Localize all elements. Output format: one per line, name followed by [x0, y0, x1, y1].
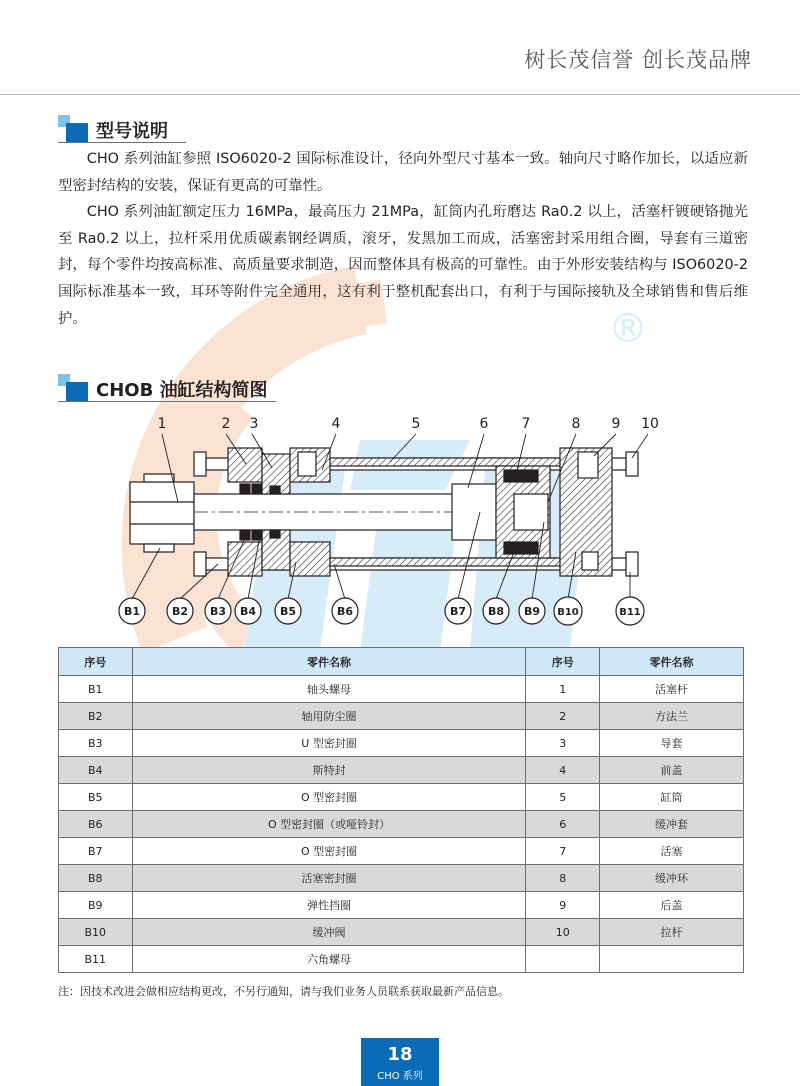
table-cell: 六角螺母: [132, 946, 526, 973]
table-cell: 后盖: [600, 892, 744, 919]
section-square-icon: [66, 382, 88, 402]
table-row: [59, 703, 744, 730]
callout-9: 9: [611, 416, 621, 432]
table-cell: O 型密封圈: [132, 838, 526, 865]
table-cell: 缓冲阀: [132, 919, 526, 946]
section-underline: [58, 142, 186, 143]
table-cell: 方法兰: [600, 703, 744, 730]
table-cell: 5: [526, 784, 600, 811]
table-cell: B3: [59, 730, 133, 757]
callout-b4: B4: [239, 605, 257, 618]
table-cell: O 型密封圈: [132, 784, 526, 811]
callout-b2: B2: [171, 605, 189, 618]
callout-8: 8: [571, 416, 581, 432]
table-cell: 活塞密封圈: [132, 865, 526, 892]
table-cell: 缸筒: [600, 784, 744, 811]
callout-b11: B11: [619, 607, 641, 618]
front-flange: [228, 448, 262, 482]
cylinder-diagram: [100, 412, 680, 642]
table-cell: 4: [526, 757, 600, 784]
table-cell: 2: [526, 703, 600, 730]
table-row: [59, 919, 744, 946]
table-cell: B10: [59, 919, 133, 946]
table-cell: B6: [59, 811, 133, 838]
callout-b7: B7: [449, 605, 467, 618]
table-cell: [526, 946, 600, 973]
callout-2: 2: [221, 416, 231, 432]
header-divider: [0, 94, 800, 95]
cylinder-tube: [330, 458, 560, 466]
column-header: 零件名称: [132, 648, 526, 676]
footnote: 注：因技术改进会做相应结构更改，不另行通知，请与我们业务人员联系获取最新产品信息。: [58, 985, 509, 998]
callout-4: 4: [331, 416, 341, 432]
table-row: [59, 811, 744, 838]
column-header: 序号: [526, 648, 600, 676]
table-cell: O 型密封圈（或哑铃封）: [132, 811, 526, 838]
table-cell: B4: [59, 757, 133, 784]
table-row: [59, 946, 744, 973]
callout-b10: B10: [557, 607, 579, 618]
callout-10: 10: [641, 416, 659, 432]
table-cell: 缓冲套: [600, 811, 744, 838]
table-cell: 轴头螺母: [132, 676, 526, 703]
table-cell: B5: [59, 784, 133, 811]
registered-mark: ®: [608, 306, 648, 352]
column-header: 序号: [59, 648, 133, 676]
table-row: [59, 730, 744, 757]
table-cell: U 型密封圈: [132, 730, 526, 757]
table-header-row: [59, 648, 744, 676]
table-cell: 前盖: [600, 757, 744, 784]
table-cell: 轴用防尘圈: [132, 703, 526, 730]
table-cell: 缓冲环: [600, 865, 744, 892]
table-row: [59, 865, 744, 892]
table-row: [59, 892, 744, 919]
table-cell: 活塞: [600, 838, 744, 865]
section-title: CHOB 油缸结构简图: [96, 380, 268, 401]
table-cell: 6: [526, 811, 600, 838]
table-row: [59, 838, 744, 865]
table-cell: 7: [526, 838, 600, 865]
series-label: CHO 系列: [377, 1071, 423, 1082]
table-cell: 活塞杆: [600, 676, 744, 703]
table-cell: B1: [59, 676, 133, 703]
table-cell: 10: [526, 919, 600, 946]
table-row: [59, 757, 744, 784]
parts-table: [58, 647, 744, 973]
table-cell: B11: [59, 946, 133, 973]
section-header-diagram: [58, 374, 288, 402]
callout-b6: B6: [336, 605, 354, 618]
section-title: 型号说明: [96, 121, 168, 142]
table-cell: B2: [59, 703, 133, 730]
callout-b3: B3: [209, 605, 227, 618]
callout-6: 6: [479, 416, 489, 432]
callout-b5: B5: [279, 605, 297, 618]
section-square-icon: [66, 123, 88, 143]
page-number-tab: [361, 1038, 439, 1086]
table-row: [59, 784, 744, 811]
table-cell: 9: [526, 892, 600, 919]
table-cell: B9: [59, 892, 133, 919]
table-cell: 8: [526, 865, 600, 892]
table-cell: 1: [526, 676, 600, 703]
callout-3: 3: [249, 416, 259, 432]
table-cell: 拉杆: [600, 919, 744, 946]
table-cell: 3: [526, 730, 600, 757]
header-slogan: 树长茂信誉 创长茂品牌: [524, 48, 752, 72]
callout-b9: B9: [523, 605, 541, 618]
table-cell: B8: [59, 865, 133, 892]
section-underline: [58, 401, 276, 402]
callout-7: 7: [521, 416, 531, 432]
table-cell: [600, 946, 744, 973]
cushion-ring: [514, 494, 548, 530]
cushion-sleeve: [452, 484, 496, 540]
table-cell: 导套: [600, 730, 744, 757]
callout-1: 1: [157, 416, 167, 432]
paragraph: CHO 系列油缸额定压力 16MPa，最高压力 21MPa，缸筒内孔珩磨达 Ra0.2 以上，活塞杆镀硬铬抛光至 Ra0.2 以上，拉杆采用优质碳素钢经调质，滚牙，发黑加工而成，活塞密封采用组合圈，导套有三道密封，每个零件均按高标准、高质量要求制造，因而整体具有极高的可靠性。由于外形安装结构与 ISO6020-2 国际标准基本一致，耳环等附件完全通用，这有利于整机配套出口，有利于与国际接轨及全球销售和售后维护。: [58, 204, 748, 327]
rod-nut: [130, 482, 194, 544]
table-cell: B7: [59, 838, 133, 865]
section-header-model: [58, 115, 188, 143]
table-row: [59, 676, 744, 703]
callout-5: 5: [411, 416, 421, 432]
table-cell: 弹性挡圈: [132, 892, 526, 919]
model-description: [58, 146, 748, 332]
page-number: 18: [387, 1044, 413, 1065]
column-header: 零件名称: [600, 648, 744, 676]
paragraph: CHO 系列油缸参照 ISO6020-2 国际标准设计，径向外型尺寸基本一致。轴向尺寸略作加长，以适应新型密封结构的安装，保证有更高的可靠性。: [58, 151, 748, 194]
callout-b8: B8: [487, 605, 505, 618]
callout-b1: B1: [123, 605, 141, 618]
table-cell: 斯特封: [132, 757, 526, 784]
